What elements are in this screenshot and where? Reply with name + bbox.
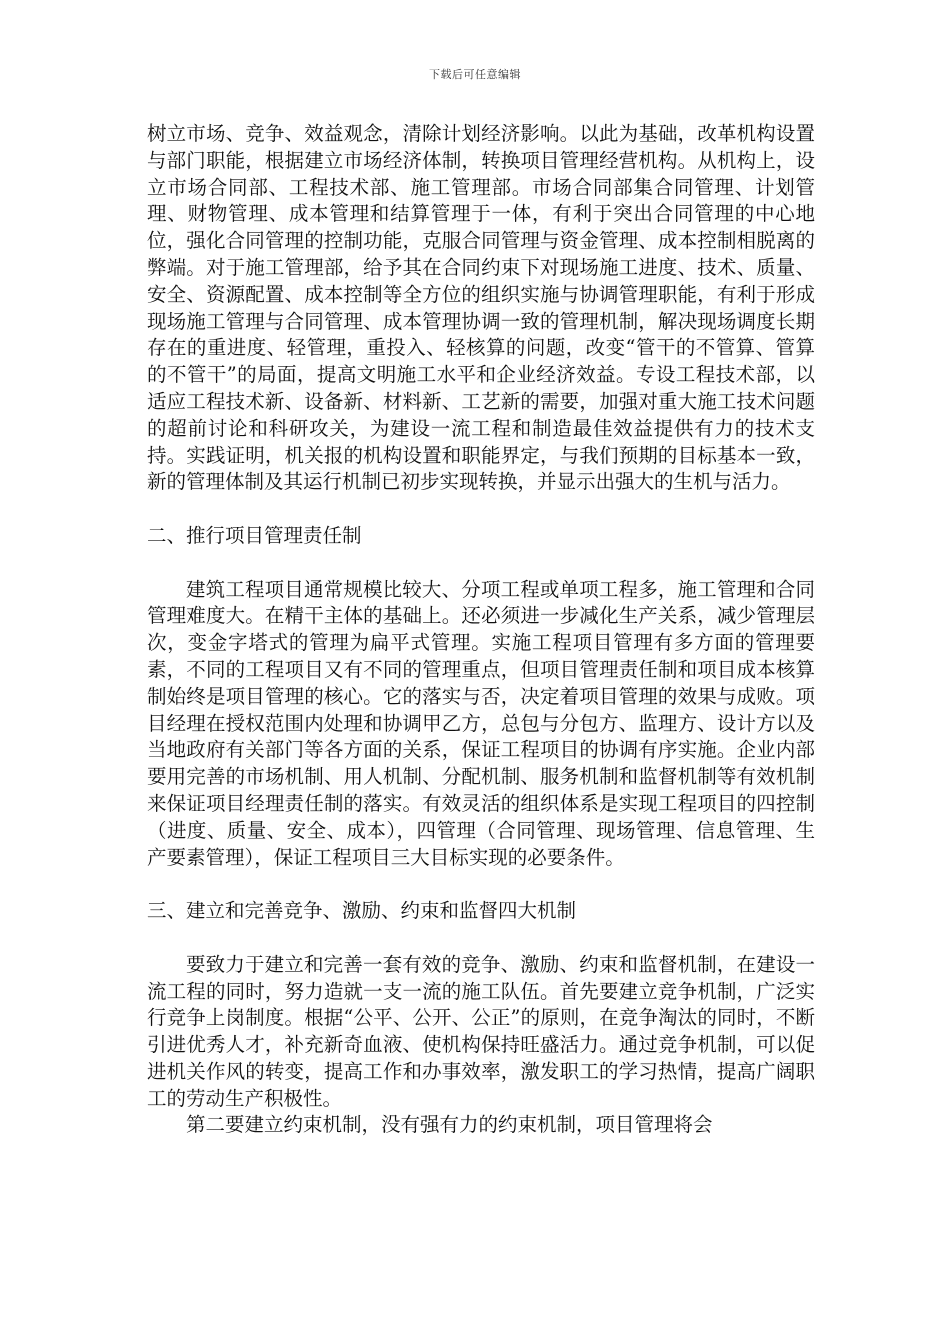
paragraph-2: 建筑工程项目通常规模比较大、分项工程或单项工程多，施工管理和合同管理难度大。在精干主体的基础上。还必须进一步减化生产关系，减少管理层次，变金字塔式的管理为扁平式管理。实施工程项目管理有多方面的管理要素，不同的工程项目又有不同的管理重点，但项目管理责任制和项目成本核算制始终是项目管理的核心。它的落实与否，决定着项目管理的效果与成败。项目经理在授权范围内处理和协调甲乙方，总包与分包方、监理方、设计方以及当地政府有关部门等各方面的关系，保证工程项目的协调有序实施。企业内部要用完善的市场机制、用人机制、分配机制、服务机制和监督机制等有效机制来保证项目经理责任制的落实。有效灵活的组织体系是实现工程项目的四控制（进度、质量、安全、成本），四管理（合同管理、现场管理、信息管理、生产要素管理），保证工程项目三大目标实现的必要条件。 [147, 577, 815, 869]
paragraph-1: 树立市场、竞争、效益观念，清除计划经济影响。以此为基础，改革机构设置与部门职能，根据建立市场经济体制，转换项目管理经营机构。从机构上，设立市场合同部、工程技术部、施工管理部。市场合同部集合同管理、计划管理、财物管理、成本管理和结算管理于一体，有利于突出合同管理的中心地位，强化合同管理的控制功能，克服合同管理与资金管理、成本控制相脱离的弊端。对于施工管理部，给予其在合同约束下对现场施工进度、技术、质量、安全、资源配置、成本控制等全方位的组织实施与协调管理职能，有利于形成现场施工管理与合同管理、成本管理协调一致的管理机制，解决现场调度长期存在的重进度、轻管理，重投入、轻核算的问题，改变“管干的不管算、管算的不管干”的局面，提高文明施工水平和企业经济效益。专设工程技术部，以适应工程技术新、设备新、材料新、工艺新的需要，加强对重大施工技术问题的超前讨论和科研攻关，为建设一流工程和制造最佳效益提供有力的技术支持。实践证明，机关报的机构设置和职能界定，与我们预期的目标基本一致，新的管理体制及其运行机制已初步实现转换，并显示出强大的生机与活力。 [147, 122, 815, 494]
paragraph-3: 要致力于建立和完善一套有效的竞争、激励、约束和监督机制，在建设一流工程的同时，努力造就一支一流的施工队伍。首先要建立竞争机制，广泛实行竞争上岗制度。根据“公平、公开、公正”的原则，在竞争淘汰的同时，不断引进优秀人才，补充新奇血液、使机构保持旺盛活力。通过竞争机制，可以促进机关作风的转变，提高工作和办事效率，激发职工的学习热情，提高广阔职工的劳动生产积极性。 [147, 952, 815, 1110]
header-note: 下载后可任意编辑 [429, 68, 521, 81]
section-heading-2: 二、推行项目管理责任制 [147, 523, 362, 547]
paragraph-4: 第二要建立约束机制，没有强有力的约束机制，项目管理将会 [186, 1113, 713, 1137]
document-body [147, 121, 815, 1139]
section-heading-3: 三、建立和完善竞争、激励、约束和监督四大机制 [147, 899, 577, 923]
